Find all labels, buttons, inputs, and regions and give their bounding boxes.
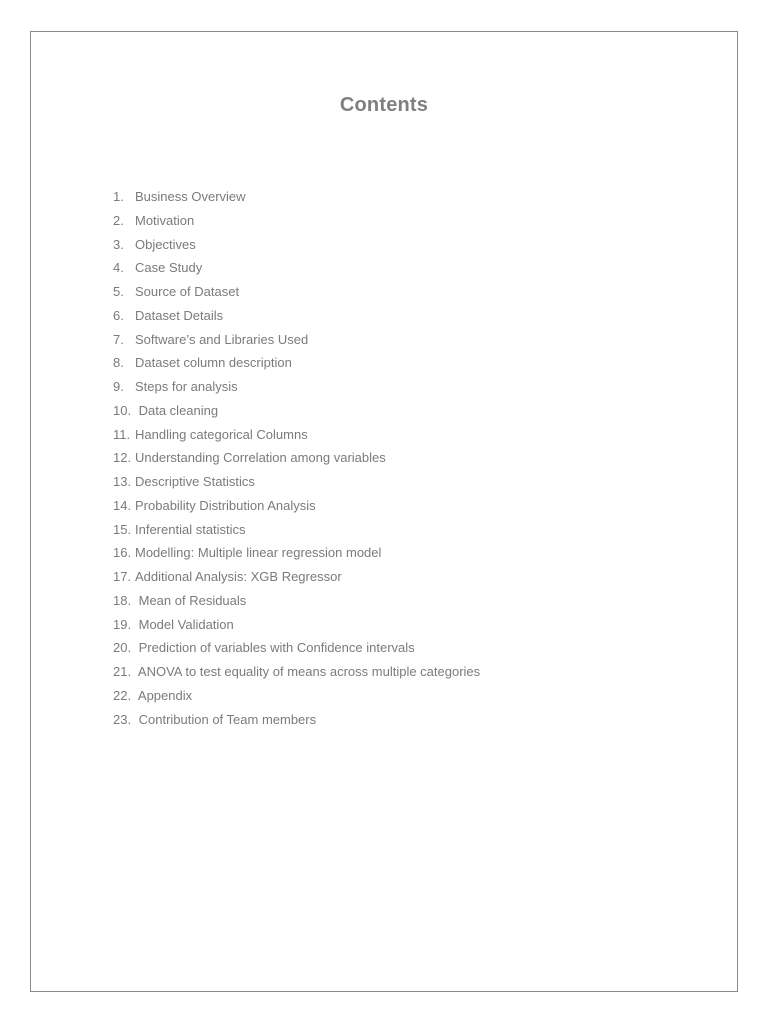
toc-item (113, 256, 480, 280)
toc-item-number: 14. (113, 497, 132, 513)
toc-item-number: 8. (113, 355, 124, 371)
toc-item (113, 375, 480, 399)
toc-item-number: 13. (113, 474, 132, 489)
toc-item (113, 399, 480, 423)
toc-item-label: Source of Dataset (135, 284, 240, 299)
toc-item (113, 304, 480, 328)
toc-item-number: 17. (113, 569, 132, 584)
toc-item-number: 20. (113, 640, 132, 656)
toc-item-label: Objectives (135, 236, 196, 252)
toc-item-label: Understanding Correlation among variables (135, 450, 386, 466)
toc-item (113, 613, 480, 637)
toc-item-number: 1. (113, 189, 124, 204)
toc-item (113, 708, 480, 732)
toc-item-number: 18. (113, 592, 132, 608)
toc-item (113, 185, 480, 209)
toc-item-number: 12. (113, 450, 132, 466)
toc-item-label: Mean of Residuals (135, 592, 247, 608)
toc-item-number: 6. (113, 307, 124, 323)
toc-item-number: 19. (113, 616, 132, 632)
toc-item-label: Contribution of Team members (135, 711, 317, 727)
document-page (30, 31, 738, 992)
table-of-contents (113, 185, 480, 731)
toc-item-number: 21. (113, 664, 132, 679)
toc-item-label: Case Study (135, 260, 203, 276)
toc-item-number: 9. (113, 379, 124, 394)
toc-item (113, 209, 480, 233)
toc-item-label: Steps for analysis (135, 379, 238, 394)
toc-item-label: ANOVA to test equality of means across multiple categories (135, 664, 481, 679)
toc-item (113, 351, 480, 375)
toc-item (113, 518, 480, 542)
toc-item-label: Dataset Details (135, 307, 224, 323)
toc-item (113, 280, 480, 304)
toc-item-number: 2. (113, 212, 124, 228)
toc-item (113, 423, 480, 447)
toc-item-label: Prediction of variables with Confidence intervals (135, 640, 415, 656)
toc-item (113, 565, 480, 589)
toc-item-label: Additional Analysis: XGB Regressor (135, 569, 342, 584)
toc-item-number: 22. (113, 687, 132, 703)
toc-item-label: Model Validation (135, 616, 234, 632)
toc-item (113, 233, 480, 257)
toc-item (113, 660, 480, 684)
toc-item-label: Inferential statistics (135, 521, 246, 537)
toc-item (113, 684, 480, 708)
toc-item (113, 541, 480, 565)
toc-item (113, 636, 480, 660)
toc-item (113, 589, 480, 613)
toc-item-label: Software’s and Libraries Used (135, 331, 309, 347)
toc-item-number: 10. (113, 402, 132, 418)
toc-item (113, 494, 480, 518)
toc-item-label: Modelling: Multiple linear regression model (135, 545, 382, 561)
toc-item (113, 328, 480, 352)
toc-item-number: 3. (113, 236, 124, 252)
toc-item-label: Dataset column description (135, 355, 292, 371)
toc-item-label: Probability Distribution Analysis (135, 497, 316, 513)
toc-item-label: Appendix (135, 687, 193, 703)
toc-item-label: Handling categorical Columns (135, 426, 308, 442)
page-title: Contents (339, 94, 429, 116)
toc-item (113, 470, 480, 494)
toc-item-number: 5. (113, 284, 124, 299)
toc-item-label: Business Overview (135, 189, 246, 204)
toc-item-label: Descriptive Statistics (135, 474, 255, 489)
toc-item (113, 446, 480, 470)
toc-item-number: 11. (113, 426, 131, 442)
toc-item-label: Motivation (135, 212, 195, 228)
toc-item-number: 16. (113, 545, 132, 561)
toc-item-label: Data cleaning (135, 402, 219, 418)
toc-item-number: 15. (113, 521, 132, 537)
toc-item-number: 4. (113, 260, 124, 276)
toc-item-number: 23. (113, 711, 132, 727)
toc-item-number: 7. (113, 331, 124, 347)
